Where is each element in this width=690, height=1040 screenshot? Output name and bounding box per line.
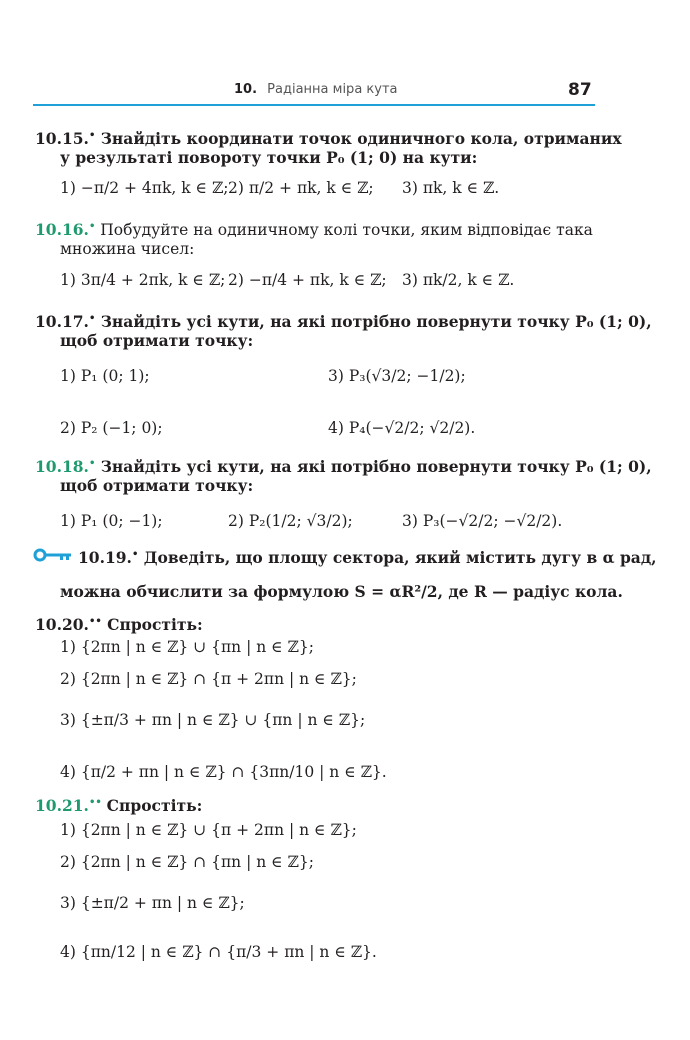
- problem-10-17-item1: 1) P₁ (0; 1);: [60, 367, 150, 385]
- problem-number: 10.16.•: [35, 220, 96, 240]
- problem-10-21-line1: 10.21.•• Спростіть:: [35, 796, 203, 816]
- problem-10-21-item4: 4) {πn/12 | n ∈ ℤ} ∩ {π/3 + πn | n ∈ ℤ}.: [60, 943, 377, 961]
- problem-10-16-item2: 2) −π/4 + πk, k ∈ ℤ;: [228, 271, 387, 289]
- problem-10-16-item1: 1) 3π/4 + 2πk, k ∈ ℤ;: [60, 271, 226, 289]
- problem-10-20-item1: 1) {2πn | n ∈ ℤ} ∪ {πn | n ∈ ℤ};: [60, 638, 314, 656]
- key-icon: [33, 548, 73, 562]
- problem-10-18-item2: 2) P₂(1/2; √3/2);: [228, 512, 353, 530]
- problem-10-21-item3: 3) {±π/2 + πn | n ∈ ℤ};: [60, 894, 245, 912]
- problem-10-20-line1: 10.20.•• Спростіть:: [35, 615, 203, 635]
- problem-10-16-line1: 10.16.• Побудуйте на одиничному колі точки, яким відповідає така: [35, 220, 593, 240]
- problem-10-15-item1: 1) −π/2 + 4πk, k ∈ ℤ;: [60, 179, 229, 197]
- problem-10-21-item1: 1) {2πn | n ∈ ℤ} ∪ {π + 2πn | n ∈ ℤ};: [60, 821, 357, 839]
- problem-10-15-item3: 3) πk, k ∈ ℤ.: [402, 179, 500, 197]
- page-number: 87: [568, 80, 592, 100]
- problem-10-17-line1: 10.17.• Знайдіть усі кути, на які потрібно повернути точку P₀ (1; 0),: [35, 312, 652, 332]
- problem-10-18-line1: 10.18.• Знайдіть усі кути, на які потрібно повернути точку P₀ (1; 0),: [35, 457, 652, 477]
- problem-10-17-line2: щоб отримати точку:: [60, 331, 254, 350]
- problem-10-19-line2: можна обчислити за формулою S = αR²/2, де R — радіус кола.: [60, 582, 623, 601]
- problem-10-20-item4: 4) {π/2 + πn | n ∈ ℤ} ∩ {3πn/10 | n ∈ ℤ}.: [60, 763, 387, 781]
- problem-number: 10.15.•: [35, 129, 96, 149]
- header-rule: [33, 104, 595, 106]
- problem-10-19-line1: 10.19.• Доведіть, що площу сектора, який містить дугу в α рад,: [78, 548, 657, 568]
- problem-10-17-item4: 4) P₄(−√2/2; √2/2).: [328, 419, 476, 437]
- section-title: Радіанна міра кута: [267, 82, 398, 97]
- problem-10-18-item1: 1) P₁ (0; −1);: [60, 512, 163, 530]
- problem-10-20-item3: 3) {±π/3 + πn | n ∈ ℤ} ∪ {πn | n ∈ ℤ};: [60, 711, 366, 729]
- running-header: [234, 82, 398, 97]
- problem-10-15-line1: 10.15.• Знайдіть координати точок одиничного кола, отриманих: [35, 129, 622, 149]
- problem-10-20-item2: 2) {2πn | n ∈ ℤ} ∩ {π + 2πn | n ∈ ℤ};: [60, 670, 357, 688]
- problem-10-18-line2: щоб отримати точку:: [60, 476, 254, 495]
- problem-number: 10.21.••: [35, 796, 102, 816]
- problem-10-16-line2: множина чисел:: [60, 240, 195, 258]
- problem-10-17-item2: 2) P₂ (−1; 0);: [60, 419, 163, 437]
- problem-10-17-item3: 3) P₃(√3/2; −1/2);: [328, 367, 466, 385]
- problem-number: 10.19.•: [78, 548, 139, 568]
- problem-10-16-item3: 3) πk/2, k ∈ ℤ.: [402, 271, 515, 289]
- problem-10-21-item2: 2) {2πn | n ∈ ℤ} ∩ {πn | n ∈ ℤ};: [60, 853, 314, 871]
- problem-number: 10.17.•: [35, 312, 96, 332]
- problem-number: 10.20.••: [35, 615, 102, 635]
- section-number: 10.: [234, 82, 258, 97]
- problem-number: 10.18.•: [35, 457, 96, 477]
- problem-10-18-item3: 3) P₃(−√2/2; −√2/2).: [402, 512, 563, 530]
- problem-10-15-item2: 2) π/2 + πk, k ∈ ℤ;: [228, 179, 374, 197]
- problem-10-15-line2: у результаті повороту точки P₀ (1; 0) на кути:: [60, 148, 478, 167]
